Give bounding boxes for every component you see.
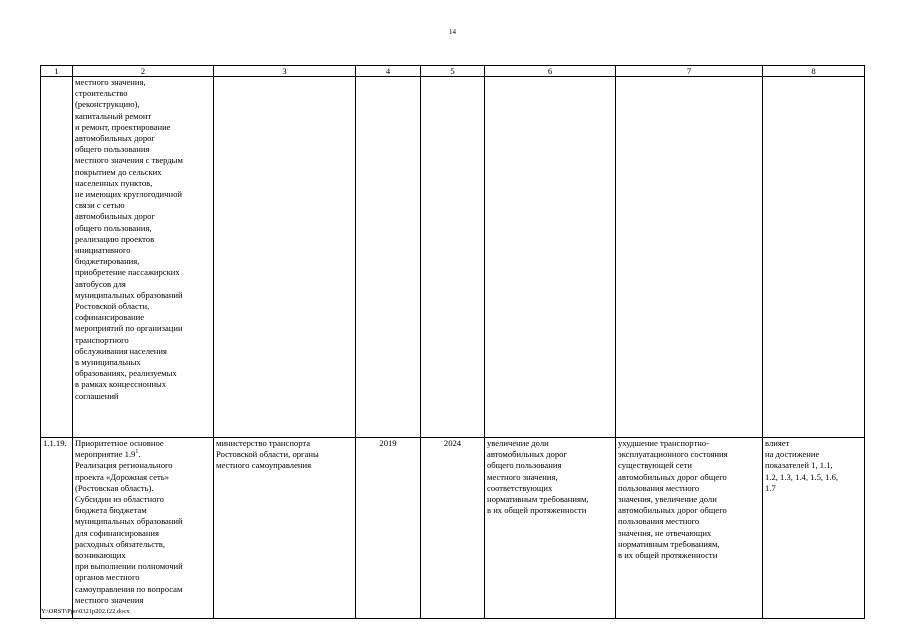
text-line: общего пользования [487, 460, 562, 471]
consequences-cell [616, 438, 763, 619]
column-header: 6 [485, 66, 616, 77]
text-line: ухудшение транспортно- [618, 438, 709, 448]
text-line: пользования местного [618, 516, 700, 527]
indicator-link-cell [763, 77, 865, 438]
text-line: местного значения, [75, 77, 146, 87]
text-line: самоуправления по вопросам [75, 583, 183, 594]
text-line: приобретение пассажирских [75, 267, 180, 278]
text-line: (Ростовская область). [75, 482, 154, 493]
text-line: связи с сетью [75, 200, 125, 211]
table-row [41, 438, 865, 619]
text-line: Ростовской области, органы [216, 449, 319, 460]
text-line: общего пользования [75, 144, 150, 155]
end-year-cell [421, 77, 485, 438]
file-path-footer: Y:\ORST\Ppo\0321p202.f22.docx [41, 608, 130, 615]
text-line: для софинансирования [75, 527, 159, 538]
text-line: местного значения с твердым [75, 155, 183, 166]
text-line: автобусов для [75, 278, 126, 289]
text-line: бюджетирования, [75, 256, 140, 267]
measure-name-cell [73, 438, 214, 619]
text-line: в муниципальных [75, 357, 141, 368]
text-line: образованиях, реализуемых [75, 368, 177, 379]
text-line: местного значения [75, 594, 144, 605]
table-header-row [41, 66, 865, 77]
text-line: мероприятий по организации [75, 323, 183, 334]
text-line: эксплуатационного состояния [618, 449, 728, 460]
text-line: автомобильных дорог [75, 211, 155, 222]
start-year-cell: 2019 [356, 438, 421, 619]
text-line: транспортного [75, 334, 129, 345]
text-line: увеличение доли [487, 438, 549, 448]
text-line: показателей 1, 1.1, [765, 460, 833, 471]
text-line: значения, не отвечающих [618, 527, 712, 538]
text-line: соответствующих [487, 482, 553, 493]
text-line: в их общей протяженности [618, 550, 718, 561]
end-year-cell: 2024 [421, 438, 485, 619]
text-line: местного самоуправления [216, 460, 312, 471]
text-line: Реализация регионального [75, 460, 173, 471]
text-line: 1.7 [765, 482, 776, 493]
text-line: в их общей протяженности [487, 505, 587, 516]
text-line: 1.2, 1.3, 1.4, 1.5, 1.6, [765, 471, 839, 482]
text-line: покрытием до сельских [75, 166, 162, 177]
text-line: значения, увеличение доли [618, 494, 717, 505]
column-header: 5 [421, 66, 485, 77]
table-row [41, 77, 865, 438]
text-line: автомобильных дорог [487, 449, 567, 460]
column-header: 8 [763, 66, 865, 77]
text-line: строительство [75, 88, 128, 99]
text-line: при выполнении полномочий [75, 561, 183, 572]
row-number-cell: 1.1.19. [41, 438, 73, 619]
row-number-cell [41, 77, 73, 438]
text-line: возникающих [75, 550, 126, 561]
text-line: проекта «Дорожная сеть» [75, 471, 169, 482]
indicator-link-cell [763, 438, 865, 619]
text-line: муниципальных образований [75, 289, 183, 300]
text-line: автомобильных дорог [75, 133, 155, 144]
executor-cell [214, 438, 356, 619]
text-line: нормативным требованиям, [487, 494, 589, 505]
text-line: органов местного [75, 572, 140, 583]
column-header: 4 [356, 66, 421, 77]
text-line: бюджета бюджетам [75, 505, 147, 516]
text-line: муниципальных образований [75, 516, 183, 527]
start-year-cell [356, 77, 421, 438]
text-line: Субсидии из областного [75, 494, 164, 505]
measure-name-line: Приоритетное основное [75, 438, 164, 448]
text-line: местного значения, [487, 471, 558, 482]
text-line: капитальный ремонт [75, 110, 152, 121]
column-header: 3 [214, 66, 356, 77]
column-header: 1 [41, 66, 73, 77]
column-header: 2 [73, 66, 214, 77]
text-line: автомобильных дорог общего [618, 505, 727, 516]
text-line: на достижение [765, 449, 820, 460]
expected-result-cell [485, 438, 616, 619]
text-line: и ремонт, проектирование [75, 121, 171, 132]
text-line: существующей сети [618, 460, 692, 471]
text-line: софинансирование [75, 312, 145, 323]
text-line: инициативного [75, 245, 131, 256]
column-header: 7 [616, 66, 763, 77]
text-line: автомобильных дорог общего [618, 471, 727, 482]
text-line: реализацию проектов [75, 233, 155, 244]
text-line: общего пользования, [75, 222, 152, 233]
text-line: нормативным требованиям, [618, 538, 720, 549]
text-line: в рамках концессионных [75, 379, 167, 390]
text-line: соглашений [75, 390, 119, 401]
text-line: влияет [765, 438, 790, 448]
text-line: министерство транспорта [216, 438, 311, 448]
measures-table [40, 65, 865, 619]
measure-name-cell [73, 77, 214, 438]
expected-result-cell [485, 77, 616, 438]
text-line: Ростовской области, [75, 301, 150, 312]
text-line: пользования местного [618, 482, 700, 493]
measure-name-line: мероприятие $1.9^1$. [75, 449, 141, 460]
page-number: 14 [449, 28, 456, 36]
text-line: обслуживания населения [75, 345, 167, 356]
footnote-mark: 1 [135, 449, 139, 456]
text-line: расходных обязательств, [75, 538, 165, 549]
text-line: не имеющих круглогодичной [75, 189, 182, 200]
text-line: населенных пунктов, [75, 177, 153, 188]
consequences-cell [616, 77, 763, 438]
text-line: (реконструкцию), [75, 99, 140, 110]
executor-cell [214, 77, 356, 438]
